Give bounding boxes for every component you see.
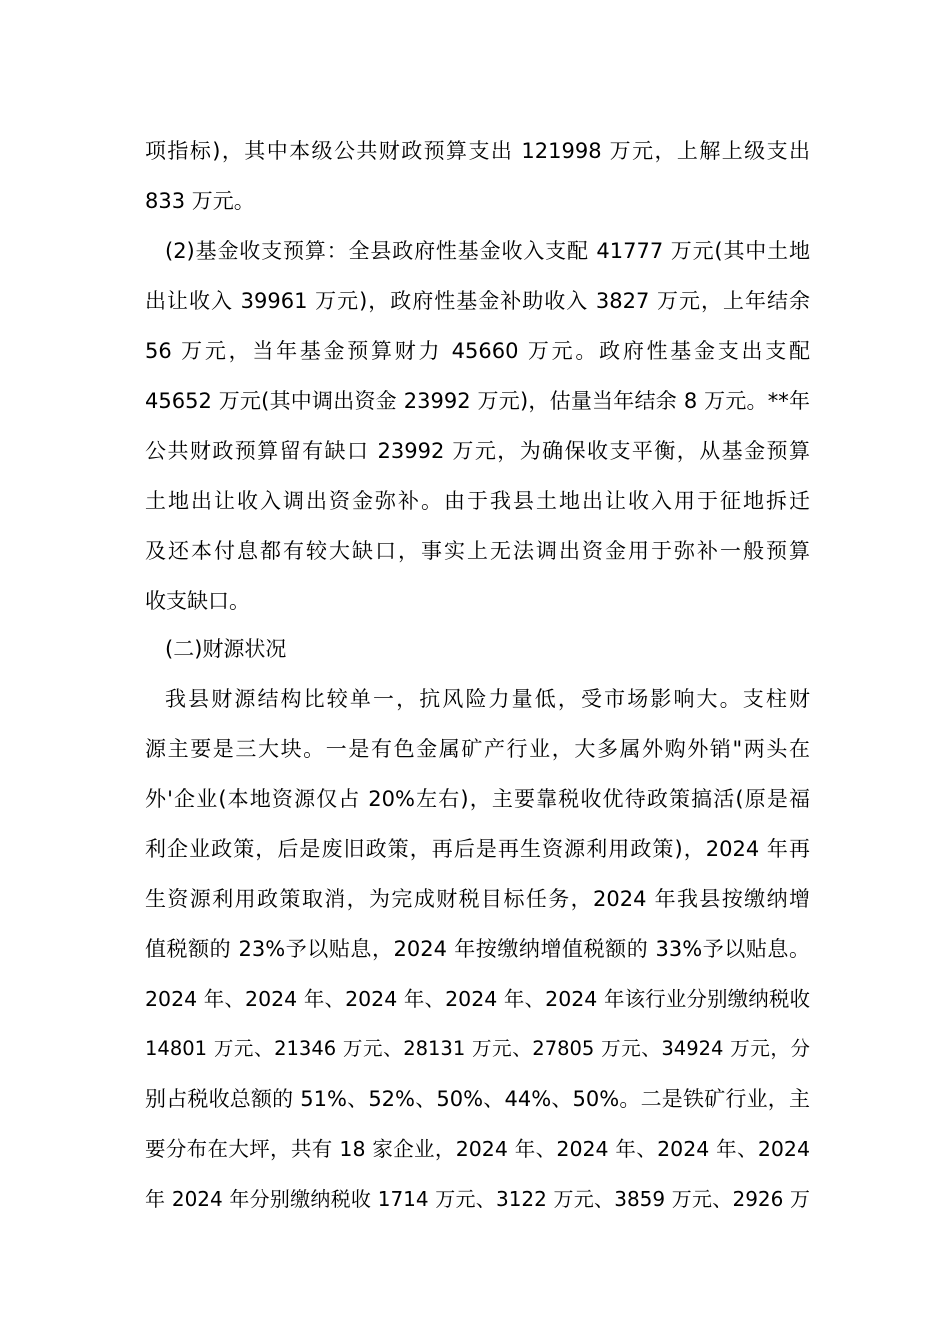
text-line: 14801 万元、21346 万元、28131 万元、27805 万元、34924 万元，分 [145, 1037, 810, 1060]
text-line: 项指标)，其中本级公共财政预算支出 121998 万元，上解上级支出 [145, 139, 810, 163]
text-line: 45652 万元(其中调出资金 23992 万元)，估量当年结余 8 万元。**年 [145, 389, 810, 413]
text-line: 利企业政策，后是废旧政策，再后是再生资源利用政策)，2024 年再 [145, 837, 810, 861]
text-line: 年 2024 年分别缴纳税收 1714 万元、3122 万元、3859 万元、2926 万 [145, 1187, 810, 1211]
text-line: 公共财政预算留有缺口 23992 万元，为确保收支平衡，从基金预算 [145, 439, 810, 463]
text-line: 别占税收总额的 51%、52%、50%、44%、50%。二是铁矿行业，主 [145, 1087, 810, 1111]
text-line: 56 万元，当年基金预算财力 45660 万元。政府性基金支出支配 [145, 339, 810, 363]
text-line: 土地出让收入调出资金弥补。由于我县土地出让收入用于征地拆迁 [145, 489, 810, 513]
text-line: 833 万元。 [145, 189, 255, 213]
text-line: 生资源利用政策取消，为完成财税目标任务，2024 年我县按缴纳增 [145, 887, 810, 911]
text-line: 出让收入 39961 万元)，政府性基金补助收入 3827 万元，上年结余 [145, 289, 810, 313]
text-line: 值税额的 23%予以贴息，2024 年按缴纳增值税额的 33%予以贴息。 [145, 937, 810, 961]
text-line: 及还本付息都有较大缺口，事实上无法调出资金用于弥补一般预算 [145, 539, 810, 563]
text-line: 外'企业(本地资源仅占 20%左右)，主要靠税收优待政策搞活(原是福 [145, 787, 810, 811]
paragraph-start-line: 我县财源结构比较单一，抗风险力量低，受市场影响大。支柱财 [165, 687, 810, 711]
text-line: 收支缺口。 [145, 589, 250, 613]
paragraph-start-line: (2)基金收支预算：全县政府性基金收入支配 41777 万元(其中土地 [165, 239, 810, 263]
text-line: 2024 年、2024 年、2024 年、2024 年、2024 年该行业分别缴纳税收 [145, 987, 810, 1011]
section-heading: (二)财源状况 [165, 637, 287, 661]
text-line: 要分布在大坪，共有 18 家企业，2024 年、2024 年、2024 年、2024 [145, 1137, 810, 1161]
text-line: 源主要是三大块。一是有色金属矿产行业，大多属外购外销"两头在 [145, 737, 810, 761]
